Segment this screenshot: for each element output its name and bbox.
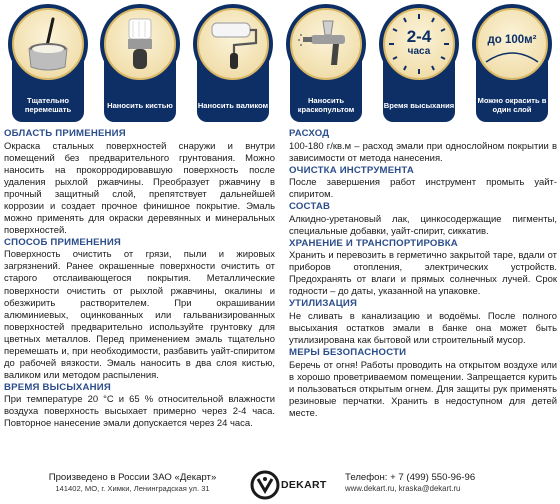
section-title-application-method: СПОСОБ ПРИМЕНЕНИЯ xyxy=(4,236,122,248)
section-text-tool-cleaning: После завершения работ инструмент промыть уайт-спиритом. xyxy=(289,177,557,201)
right-column xyxy=(289,128,557,420)
spray-gun-icon xyxy=(297,15,355,73)
drying-hours-unit: часа xyxy=(407,46,431,57)
badge-label: Время высыхания xyxy=(383,100,455,110)
made-in-text: Произведено в России ЗАО «Декарт» xyxy=(48,472,217,483)
section-text-application-method: Поверхность очистить от грязи, пыли и жировых загрязнений. Ранее окрашенные поверхности очистить от старого отслаивающегося покрытия. Металлические поверхности очистить от рыхлой ржавчины, окалины и обезжирить растворителем. При окрашивании алюминиевых, оцинкованных или гальванизированных поверхностей предварительно используйте грунтовку для цветных металлов. Перед применением эмаль тщательно перемешать и, при необходимости, разбавить уайт-спиритом до рабочей вязкости. Эмаль наносить в два слоя кистью, валиком или методом распыления. xyxy=(4,249,275,381)
section-text-consumption: 100-180 г/кв.м – расход эмали при однослойном покрытии в зависимости от метода нанесения. xyxy=(289,140,557,164)
section-text-disposal: Не сливать в канализацию и водоёмы. После полного высыхания остатков эмали в банке она может быть утилизирована как бытовой или строительный мусор. xyxy=(289,310,557,347)
drying-hours-value: 2-4 xyxy=(406,27,432,46)
section-text-application-area: Окраска стальных поверхностей снаружи и внутри помещений без предварительного грунтования. Можно наносить на прокорродировавшую поверхность после удаления рыхлой ржавчины. Преобразует ржавчину в прочный защитный слой, препятствует дальнейшей коррозии и создает прочное финишное покрытие. Эмаль можно применять для окраски деревянных и минеральных поверхностей. xyxy=(4,140,275,236)
badge-label: Наносить кистью xyxy=(107,100,173,110)
footer xyxy=(0,470,560,504)
badge-label: Тщательно перемешать xyxy=(24,96,72,114)
coverage-value: до 100м² xyxy=(487,34,537,46)
dekart-logo xyxy=(250,470,327,500)
section-text-storage: Хранить и перевозить в герметично закрытой таре, вдали от приборов отопления, электрических устройств. Предохранять от влаги и прямых солнечных лучей. Срок годности – до даты, указанной на упаковке. xyxy=(289,250,557,298)
roller-icon xyxy=(204,15,262,73)
badge-label: Наносить краскопультом xyxy=(297,96,355,114)
section-title-safety: МЕРЫ БЕЗОПАСНОСТИ xyxy=(289,347,407,359)
section-title-drying-time: ВРЕМЯ ВЫСЫХАНИЯ xyxy=(4,381,111,393)
brush-icon xyxy=(111,15,169,73)
logo-text: DEKART xyxy=(281,479,327,491)
section-text-drying-time: При температуре 20 °С и 65 % относительной влажности воздуха поверхность высыхает примерно через 2-4 часа. Повторное нанесение эмали допускается через 24 часа. xyxy=(4,394,275,430)
badge-brush xyxy=(94,4,186,122)
address-text: 141402, МО, г. Химки, Ленинградская ул. 31 xyxy=(55,484,210,493)
section-title-disposal: УТИЛИЗАЦИЯ xyxy=(289,298,358,310)
phone-text: Телефон: + 7 (499) 550-96-96 xyxy=(345,472,476,483)
web-email-text: www.dekart.ru, kraska@dekart.ru xyxy=(345,484,461,493)
badge-stir xyxy=(2,4,94,122)
section-title-composition: СОСТАВ xyxy=(289,201,331,213)
paint-can-stir-icon xyxy=(19,15,77,73)
section-title-tool-cleaning: ОЧИСТКА ИНСТРУМЕНТА xyxy=(289,164,415,176)
icon-strip xyxy=(0,0,560,124)
dekart-logo-icon xyxy=(250,470,280,500)
badge-roller xyxy=(187,4,279,122)
section-text-safety: Беречь от огня! Работы проводить на открытом воздухе или в хорошо проветриваемом помещении. Запрещается курить и пользоваться открытым огнем. Для защиты рук применять резиновые перчатки. Хранить в недоступном для детей месте. xyxy=(289,359,557,419)
badge-label: Можно окрасить в один слой xyxy=(477,96,547,114)
badge-label: Наносить валиком xyxy=(197,100,269,110)
badge-spray xyxy=(280,4,372,122)
section-text-composition: Алкидно-уретановый лак, цинкосодержащие пигменты, специальные добавки, уайт-спирит, сиккатив. xyxy=(289,213,557,237)
contact-info xyxy=(345,472,545,494)
left-column xyxy=(4,128,275,431)
section-title-consumption: РАСХОД xyxy=(289,128,330,139)
section-title-storage: ХРАНЕНИЕ И ТРАНСПОРТИРОВКА xyxy=(289,237,458,249)
section-title-application-area: ОБЛАСТЬ ПРИМЕНЕНИЯ xyxy=(4,128,126,139)
badge-coverage xyxy=(466,4,558,122)
manufacturer-info xyxy=(20,472,245,494)
badge-drying-time xyxy=(373,4,465,122)
